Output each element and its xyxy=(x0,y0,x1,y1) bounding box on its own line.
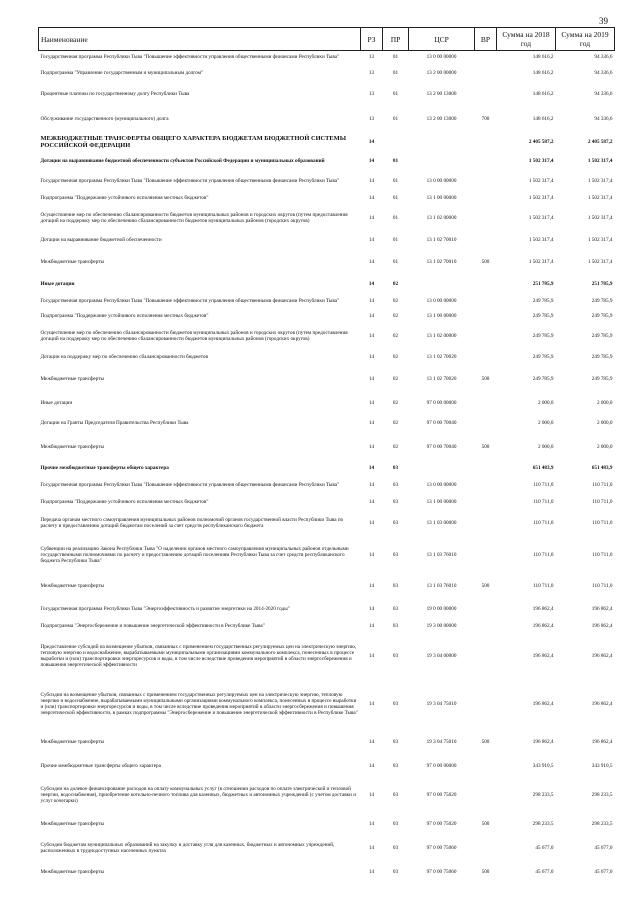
row-csr xyxy=(409,133,475,151)
row-sum-2019: 94 336,6 xyxy=(594,69,613,76)
row-sum-2019: 196 862,4 xyxy=(591,700,613,707)
row-pr: 01 xyxy=(392,69,399,76)
row-vr xyxy=(475,63,497,83)
row-pr: 03 xyxy=(392,605,399,612)
row-sum-2018: 343 910,5 xyxy=(532,762,554,769)
table-row xyxy=(39,573,615,599)
row-vr xyxy=(475,205,497,231)
row-sum-2019: 110 711,0 xyxy=(592,498,613,505)
table-row xyxy=(39,619,615,633)
row-csr: 13 1 03 76010 xyxy=(426,551,457,558)
row-sum-2019: 1 502 317,4 xyxy=(587,236,613,243)
row-name: Межбюджетные трансферты xyxy=(40,868,105,875)
row-name: Предоставление субсидий на возмещение убытков, связанных с применением государственных регулируемых цен на электрическую энергию, тепловую энергию и водоснабжение, вырабатываемыми муниципальными организациями коммунального комплекса, понесенных в процессе выработки и (или) транспортировки энергоресурсов и воды, в том числе вследствие проведения мероприятий в области энергосбережения и повышения энергетической эффективности xyxy=(40,643,357,668)
row-pr: 03 xyxy=(392,820,399,827)
row-sum-2018: 298 233,5 xyxy=(532,791,554,798)
row-name: Иные дотации xyxy=(40,399,73,406)
row-name: Подпрограмма "Поддержание устойчивого исполнения местных бюджетов" xyxy=(40,312,209,319)
row-name: Межбюджетные трансферты xyxy=(40,443,105,450)
row-pr: 03 xyxy=(392,652,399,659)
row-sum-2019: 651 483,9 xyxy=(591,464,613,471)
row-pr: 03 xyxy=(392,700,399,707)
row-pr xyxy=(383,133,409,151)
row-sum-2019: 2 000,0 xyxy=(596,443,613,450)
row-pr: 01 xyxy=(392,258,399,265)
row-name: Обслуживание государственного (муниципального) долга xyxy=(40,115,169,122)
row-csr: 13 1 03 00000 xyxy=(426,519,457,526)
table-row xyxy=(39,475,615,495)
row-vr xyxy=(475,599,497,619)
row-sum-2019: 251 785,9 xyxy=(591,280,613,287)
header-csr: ЦСР xyxy=(409,28,475,51)
row-csr: 13 1 02 00000 xyxy=(426,332,457,339)
row-sum-2019: 1 502 317,4 xyxy=(587,214,613,221)
row-name: Государственная программа Республики Тыва "Повышение эффективности управления общественными финансами Республики Тыва" xyxy=(40,297,340,304)
row-rz: 14 xyxy=(368,652,375,659)
row-sum-2019: 343 910,5 xyxy=(591,762,613,769)
row-sum-2018: 196 862,4 xyxy=(532,605,554,612)
row-pr: 03 xyxy=(392,481,399,488)
row-sum-2018: 148 616,2 xyxy=(532,90,554,97)
row-sum-2018: 2 000,0 xyxy=(537,443,554,450)
table-row xyxy=(39,349,615,365)
header-name: Наименование xyxy=(39,28,361,51)
row-vr xyxy=(475,231,497,249)
table-row xyxy=(39,861,615,883)
table-row xyxy=(39,323,615,349)
table-row xyxy=(39,83,615,105)
table-row xyxy=(39,461,615,475)
row-rz: 13 xyxy=(368,69,375,76)
row-csr: 13 0 00 00000 xyxy=(426,177,457,184)
row-rz: 14 xyxy=(368,177,375,184)
row-name: Прочие межбюджетные трансферты общего характера xyxy=(40,464,169,471)
row-csr: 13 1 00 00000 xyxy=(426,194,457,201)
row-name: Дотации на Гранты Председателя Правительства Республики Тыва xyxy=(40,419,189,426)
table-row xyxy=(39,433,615,461)
table-row xyxy=(39,171,615,191)
row-rz: 14 xyxy=(368,312,375,319)
header-rz: РЗ xyxy=(361,28,383,51)
table-row xyxy=(39,509,615,537)
table-row xyxy=(39,51,615,63)
row-vr xyxy=(475,475,497,495)
header-sum-2019: Сумма на 2019 год xyxy=(556,28,615,51)
row-rz: 14 xyxy=(368,820,375,827)
table-row xyxy=(39,309,615,323)
row-rz: 14 xyxy=(368,868,375,875)
row-csr: 97 0 00 75060 xyxy=(426,868,457,875)
row-rz: 14 xyxy=(368,464,375,471)
row-sum-2019: 94 336,6 xyxy=(594,90,613,97)
row-name: Субвенции на реализацию Закона Республики Тыва "О наделении органов местного самоуправления муниципальных районов отдельными государственными полномочиями по расчету и предоставлению дотаций поселениям Республики Тыва за счет средств республиканского бюджета Республики Тыва" xyxy=(40,545,349,564)
row-sum-2018: 196 862,4 xyxy=(532,700,554,707)
row-sum-2018: 2 000,0 xyxy=(537,419,554,426)
row-name: Осуществление мер по обеспечению сбалансированности бюджетов муниципальных районов и городских округов (путем предоставления дотаций на поддержку мер по обеспечению сбалансированности бюджетов муниципальных районов (городских округов) xyxy=(40,329,348,342)
row-rz: 14 xyxy=(368,399,375,406)
row-vr xyxy=(475,835,497,861)
row-sum-2018: 249 785,9 xyxy=(532,312,554,319)
row-name: Межбюджетные трансферты xyxy=(40,258,105,265)
table-row xyxy=(39,231,615,249)
row-sum-2019: 196 862,4 xyxy=(591,605,613,612)
row-csr: 19 3 04 75010 xyxy=(426,700,457,707)
row-pr: 03 xyxy=(392,844,399,851)
table-row xyxy=(39,293,615,309)
row-pr: 03 xyxy=(392,762,399,769)
row-vr: 500 xyxy=(481,258,490,265)
row-vr xyxy=(475,777,497,813)
table-row xyxy=(39,365,615,393)
row-rz: 14 xyxy=(368,481,375,488)
row-rz: 14 xyxy=(368,605,375,612)
row-csr xyxy=(409,461,475,475)
row-csr: 19 3 04 00000 xyxy=(426,652,457,659)
row-rz: 14 xyxy=(368,443,375,450)
row-rz: 14 xyxy=(368,236,375,243)
row-vr xyxy=(475,309,497,323)
row-sum-2018: 45 677,0 xyxy=(535,868,554,875)
row-sum-2019: 2 000,0 xyxy=(596,399,613,406)
row-sum-2019: 2 000,0 xyxy=(596,419,613,426)
row-sum-2019: 2 405 587,2 xyxy=(587,138,613,145)
row-sum-2018: 1 502 317,4 xyxy=(528,214,554,221)
row-vr xyxy=(475,323,497,349)
row-vr: 500 xyxy=(481,375,490,382)
row-rz: 13 xyxy=(368,115,375,122)
row-sum-2019: 298 233,5 xyxy=(591,791,613,798)
row-csr: 13 1 02 70010 xyxy=(426,258,457,265)
row-vr: 500 xyxy=(481,820,490,827)
row-sum-2018: 1 502 317,4 xyxy=(528,258,554,265)
row-csr: 13 1 02 70010 xyxy=(426,236,457,243)
row-vr xyxy=(475,293,497,309)
row-csr: 13 2 00 00000 xyxy=(426,69,457,76)
row-vr xyxy=(475,349,497,365)
row-vr xyxy=(475,171,497,191)
row-pr: 01 xyxy=(392,177,399,184)
table-row xyxy=(39,249,615,275)
row-vr xyxy=(475,191,497,205)
row-sum-2018: 110 711,0 xyxy=(533,519,554,526)
row-vr xyxy=(475,275,497,293)
table-row xyxy=(39,777,615,813)
row-csr: 19 3 04 75010 xyxy=(426,738,457,745)
row-csr: 19 3 00 00000 xyxy=(426,622,457,629)
row-sum-2019: 298 233,5 xyxy=(591,820,613,827)
row-pr: 02 xyxy=(392,443,399,450)
row-pr: 03 xyxy=(392,464,399,471)
row-vr xyxy=(475,633,497,679)
row-sum-2018: 1 502 317,4 xyxy=(528,177,554,184)
row-name: Государственная программа Республики Тыва "Повышение эффективности управления общественными финансами Республики Тыва" xyxy=(40,481,340,488)
row-rz: 14 xyxy=(368,194,375,201)
row-name: Подпрограмма "Поддержание устойчивого исполнения местных бюджетов" xyxy=(40,498,209,505)
row-name: Подпрограмма "Управление государственным и муниципальным долгом" xyxy=(40,69,204,76)
row-vr xyxy=(475,537,497,573)
row-sum-2019: 249 785,9 xyxy=(591,312,613,319)
row-csr: 97 0 00 75060 xyxy=(426,844,457,851)
row-name: Межбюджетные трансферты xyxy=(40,820,105,827)
row-rz: 14 xyxy=(368,375,375,382)
row-sum-2018: 249 785,9 xyxy=(532,375,554,382)
row-name: МЕЖБЮДЖЕТНЫЕ ТРАНСФЕРТЫ ОБЩЕГО ХАРАКТЕРА БЮДЖЕТАМ БЮДЖЕТНОЙ СИСТЕМЫ РОССИЙСКОЙ ФЕДЕРАЦИИ xyxy=(40,134,346,149)
row-rz: 14 xyxy=(368,738,375,745)
row-pr: 02 xyxy=(392,297,399,304)
row-sum-2019: 94 336,6 xyxy=(594,115,613,122)
row-rz: 14 xyxy=(368,258,375,265)
row-rz: 14 xyxy=(368,791,375,798)
row-sum-2019: 1 502 317,4 xyxy=(587,177,613,184)
row-sum-2018: 1 502 317,4 xyxy=(528,157,554,164)
row-csr: 19 0 00 00000 xyxy=(426,605,457,612)
row-pr: 03 xyxy=(392,868,399,875)
row-sum-2018: 196 862,4 xyxy=(532,652,554,659)
row-name: Процентные платежи по государственному долгу Республики Тыва xyxy=(40,90,190,97)
table-row xyxy=(39,495,615,509)
table-body xyxy=(39,51,615,883)
row-pr: 02 xyxy=(392,375,399,382)
table-row xyxy=(39,537,615,573)
table-row xyxy=(39,105,615,133)
row-pr: 03 xyxy=(392,622,399,629)
row-pr: 03 xyxy=(392,519,399,526)
table-row xyxy=(39,151,615,171)
row-name: Подпрограмма "Поддержание устойчивого исполнения местных бюджетов" xyxy=(40,194,209,201)
row-sum-2018: 2 405 587,2 xyxy=(528,138,554,145)
row-sum-2018: 249 785,9 xyxy=(532,332,554,339)
row-name: Межбюджетные трансферты xyxy=(40,738,105,745)
row-vr xyxy=(475,679,497,729)
row-csr xyxy=(409,151,475,171)
row-sum-2019: 1 502 317,4 xyxy=(587,194,613,201)
row-pr: 02 xyxy=(392,399,399,406)
row-sum-2018: 1 502 317,4 xyxy=(528,236,554,243)
header-sum-2018: Сумма на 2018 год xyxy=(497,28,556,51)
row-name: Осуществление мер по обеспечению сбалансированности бюджетов муниципальных районов и городских округов (путем предоставления дотаций на поддержку мер по обеспечению сбалансированности бюджетов муниципальных районов (городских округов) xyxy=(40,211,348,224)
row-sum-2018: 148 616,2 xyxy=(532,53,554,60)
table-row xyxy=(39,205,615,231)
row-name: Субсидии на возмещение убытков, связанных с применением государственных регулируемых цен на электрическую энергию, тепловую энергию и водоснабжение, вырабатываемыми муниципальными организациями коммунального комплекса, понесенных в процессе выработки и (или) транспортировки энергоресурсов и воды, в том числе вследствие проведения мероприятий в области энергосбережения и повышения энергетической эффективности, в рамках подпрограммы "Энергосбережение и повышение энергетической эффективности в Республике Тыва" xyxy=(40,691,358,716)
row-vr xyxy=(475,461,497,475)
row-vr xyxy=(475,151,497,171)
row-sum-2019: 249 785,9 xyxy=(591,375,613,382)
row-vr: 500 xyxy=(481,582,490,589)
row-sum-2018: 148 616,2 xyxy=(532,69,554,76)
row-sum-2019: 45 677,0 xyxy=(594,844,613,851)
row-pr: 02 xyxy=(392,312,399,319)
row-pr: 01 xyxy=(392,194,399,201)
row-csr: 13 0 00 00000 xyxy=(426,481,457,488)
row-sum-2018: 2 000,0 xyxy=(537,399,554,406)
row-vr xyxy=(475,51,497,63)
row-rz: 13 xyxy=(368,90,375,97)
row-rz: 14 xyxy=(368,582,375,589)
row-sum-2019: 110 711,0 xyxy=(592,582,613,589)
header-vr: ВР xyxy=(475,28,497,51)
row-name: Субсидии бюджетам муниципальных образований на закупку и доставку угля для казенных, бюджетных и автономных учреждений, расположенных в труднодоступных населенных пунктах xyxy=(40,841,335,854)
row-rz: 14 xyxy=(368,353,375,360)
row-sum-2018: 298 233,5 xyxy=(532,820,554,827)
table-row xyxy=(39,835,615,861)
row-sum-2018: 249 785,9 xyxy=(532,297,554,304)
row-sum-2019: 196 862,4 xyxy=(591,622,613,629)
row-vr: 500 xyxy=(481,738,490,745)
row-pr: 01 xyxy=(392,157,399,164)
row-name: Дотации на поддержку мер по обеспечению сбалансированности бюджетов xyxy=(40,353,208,360)
row-pr: 02 xyxy=(392,280,399,287)
row-csr: 97 0 00 70040 xyxy=(426,443,457,450)
row-name: Субсидии на долевое финансирование расходов на оплату коммунальных услуг (в отношении расходов по оплате электрической и тепловой энергии, водоснабжения), приобретение котельно-печного топлива для казенных, бюджетных и автономных учреждений (с учетом доставки и услуг кочегарки) xyxy=(40,785,357,804)
row-csr: 97 0 00 00000 xyxy=(426,762,457,769)
row-sum-2018: 110 711,0 xyxy=(533,582,554,589)
row-rz: 14 xyxy=(368,844,375,851)
row-sum-2019: 45 677,0 xyxy=(594,868,613,875)
row-pr: 03 xyxy=(392,791,399,798)
row-pr: 01 xyxy=(392,90,399,97)
row-csr: 13 0 00 00000 xyxy=(426,297,457,304)
row-sum-2019: 1 502 317,4 xyxy=(587,258,613,265)
row-sum-2018: 196 862,4 xyxy=(532,738,554,745)
row-pr: 01 xyxy=(392,115,399,122)
row-csr xyxy=(409,275,475,293)
row-vr xyxy=(475,619,497,633)
row-vr xyxy=(475,495,497,509)
row-rz: 14 xyxy=(368,297,375,304)
row-rz: 14 xyxy=(368,762,375,769)
row-name: Подпрограмма "Энергосбережение и повышение энергетической эффективности в Республике Тыва" xyxy=(40,622,265,629)
row-rz: 14 xyxy=(368,622,375,629)
row-csr: 13 1 02 70020 xyxy=(426,375,457,382)
row-rz: 14 xyxy=(368,138,375,145)
row-sum-2019: 249 785,9 xyxy=(591,353,613,360)
row-csr: 13 1 03 76010 xyxy=(426,582,457,589)
row-name: Передача органам местного самоуправления муниципальных районов полномочий органов государственной власти Республики Тыва по расчету и предоставлению дотаций бюджетам поселений за счет средств республиканского бюджета xyxy=(40,516,344,529)
row-sum-2019: 249 785,9 xyxy=(591,332,613,339)
table-row xyxy=(39,755,615,777)
row-name: Дотации на выравнивание бюджетной обеспеченности xyxy=(40,236,162,243)
row-csr: 97 0 00 75020 xyxy=(426,820,457,827)
row-pr: 03 xyxy=(392,498,399,505)
table-row xyxy=(39,191,615,205)
row-sum-2019: 249 785,9 xyxy=(591,297,613,304)
row-sum-2019: 196 862,4 xyxy=(591,738,613,745)
row-sum-2019: 110 711,0 xyxy=(592,481,613,488)
row-pr: 01 xyxy=(392,236,399,243)
row-csr: 13 1 00 00000 xyxy=(426,312,457,319)
row-sum-2019: 110 711,0 xyxy=(592,551,613,558)
row-vr: 500 xyxy=(481,443,490,450)
row-csr: 13 0 00 00000 xyxy=(426,53,457,60)
table-row xyxy=(39,413,615,433)
row-sum-2018: 1 502 317,4 xyxy=(528,194,554,201)
header-pr: ПР xyxy=(383,28,409,51)
row-csr: 97 0 00 75020 xyxy=(426,791,457,798)
table-row xyxy=(39,813,615,835)
table-row xyxy=(39,599,615,619)
row-rz: 14 xyxy=(368,419,375,426)
row-pr: 03 xyxy=(392,551,399,558)
row-rz: 14 xyxy=(368,332,375,339)
row-name: Иные дотации xyxy=(40,280,75,287)
table-row xyxy=(39,133,615,151)
row-rz: 14 xyxy=(368,551,375,558)
row-vr: 500 xyxy=(481,868,490,875)
row-sum-2018: 110 711,0 xyxy=(533,498,554,505)
row-name: Межбюджетные трансферты xyxy=(40,375,105,382)
row-name: Дотации на выравнивание бюджетной обеспеченности субъектов Российской Федерации и муниципальных образований xyxy=(40,157,325,164)
row-csr: 13 1 00 00000 xyxy=(426,498,457,505)
row-sum-2018: 251 785,9 xyxy=(532,280,554,287)
row-sum-2018: 45 677,0 xyxy=(535,844,554,851)
row-rz: 14 xyxy=(368,700,375,707)
page-number: 39 xyxy=(599,16,608,26)
row-rz: 14 xyxy=(368,214,375,221)
row-sum-2018: 651 483,9 xyxy=(532,464,554,471)
row-sum-2019: 110 711,0 xyxy=(592,519,613,526)
row-vr xyxy=(475,509,497,537)
row-vr xyxy=(475,393,497,413)
row-rz: 14 xyxy=(368,157,375,164)
row-sum-2018: 148 616,2 xyxy=(532,115,554,122)
table-header-row xyxy=(39,28,615,51)
row-vr: 700 xyxy=(481,115,490,122)
row-pr: 03 xyxy=(392,738,399,745)
table-row xyxy=(39,679,615,729)
row-pr: 02 xyxy=(392,353,399,360)
row-sum-2019: 196 862,4 xyxy=(591,652,613,659)
row-csr: 13 1 02 70020 xyxy=(426,353,457,360)
budget-table xyxy=(38,27,615,883)
row-name: Межбюджетные трансферты xyxy=(40,582,105,589)
row-pr: 02 xyxy=(392,332,399,339)
table-row xyxy=(39,633,615,679)
row-csr: 13 2 00 13000 xyxy=(426,115,457,122)
row-pr: 03 xyxy=(392,582,399,589)
row-vr xyxy=(475,413,497,433)
row-vr xyxy=(475,755,497,777)
row-name: Государственная программа Республики Тыва "Энергоэффективность и развитие энергетики на 2014-2020 годы" xyxy=(40,605,290,612)
row-name: Прочие межбюджетные трансферты общего характера xyxy=(40,762,161,769)
row-pr: 01 xyxy=(392,214,399,221)
row-vr xyxy=(475,133,497,151)
row-sum-2018: 249 785,9 xyxy=(532,353,554,360)
row-pr: 01 xyxy=(392,53,399,60)
table-row xyxy=(39,393,615,413)
row-csr: 13 1 02 00000 xyxy=(426,214,457,221)
table-row xyxy=(39,275,615,293)
row-sum-2018: 110 711,0 xyxy=(533,551,554,558)
row-sum-2019: 1 502 317,4 xyxy=(587,157,613,164)
row-pr: 02 xyxy=(392,419,399,426)
row-rz: 14 xyxy=(368,519,375,526)
row-vr xyxy=(475,83,497,105)
table-row xyxy=(39,729,615,755)
row-rz: 13 xyxy=(368,53,375,60)
row-name: Государственная программа Республики Тыва "Повышение эффективности управления общественными финансами Республики Тыва" xyxy=(40,177,340,184)
row-rz: 14 xyxy=(368,498,375,505)
row-csr: 97 0 00 70040 xyxy=(426,419,457,426)
row-sum-2018: 110 711,0 xyxy=(533,481,554,488)
row-csr: 13 2 00 13000 xyxy=(426,90,457,97)
row-sum-2019: 94 336,6 xyxy=(594,53,613,60)
row-csr: 97 0 00 00000 xyxy=(426,399,457,406)
row-rz: 14 xyxy=(368,280,375,287)
table-row xyxy=(39,63,615,83)
row-name: Государственная программа Республики Тыва "Повышение эффективности управления общественными финансами Республики Тыва" xyxy=(40,53,340,60)
row-sum-2018: 196 862,4 xyxy=(532,622,554,629)
